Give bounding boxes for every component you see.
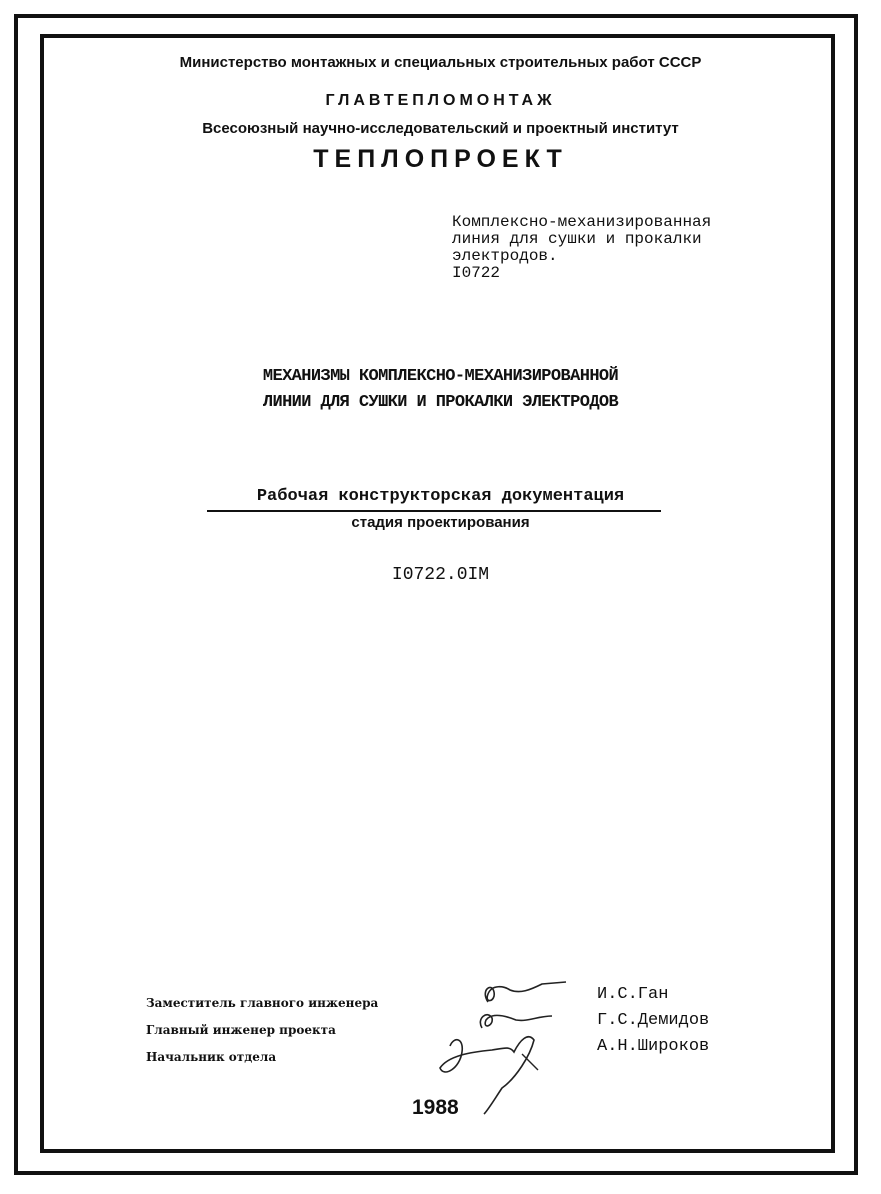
documentation-type: Рабочая конструкторская документация [256, 487, 625, 506]
institute-name: ТЕПЛОПРОЕКТ [313, 145, 568, 173]
object-number: I0722 [452, 264, 501, 282]
design-stage: стадия проектирования [351, 514, 530, 531]
object-block [452, 214, 711, 282]
documentation-divider [207, 510, 661, 512]
institute-description: Всесоюзный научно-исследовательский и проектный институт [202, 120, 679, 137]
signatory-names [597, 982, 709, 1060]
title-line: ЛИНИИ ДЛЯ СУШКИ И ПРОКАЛКИ ЭЛЕКТРОДОВ [262, 393, 619, 412]
document-title [0, 364, 881, 416]
name-shirokov: А.Н.Широков [597, 1037, 710, 1056]
ministry-name: Министерство монтажных и специальных строительных работ СССР [179, 54, 702, 71]
title-line: МЕХАНИЗМЫ КОМПЛЕКСНО-МЕХАНИЗИРОВАННОЙ [262, 367, 619, 386]
role-deputy-chief-engineer: Заместитель главного инженера [146, 996, 379, 1010]
object-line: линия для сушки и прокалки [452, 230, 702, 248]
name-demidov: Г.С.Демидов [597, 1011, 710, 1030]
name-gan: И.С.Ган [597, 985, 669, 1004]
role-chief-project-engineer: Главный инженер проекта [146, 1023, 336, 1037]
signature-2 [480, 1015, 552, 1028]
document-code: I0722.0IM [391, 565, 490, 585]
signature-1 [485, 982, 566, 1002]
object-line: Комплексно-механизированная [452, 213, 712, 231]
role-department-head: Начальник отдела [146, 1050, 277, 1064]
year: 1988 [412, 1096, 459, 1119]
object-line: электродов. [452, 247, 558, 265]
glavk-name: ГЛАВТЕПЛОМОНТАЖ [325, 92, 556, 109]
signatory-roles [146, 990, 378, 1071]
